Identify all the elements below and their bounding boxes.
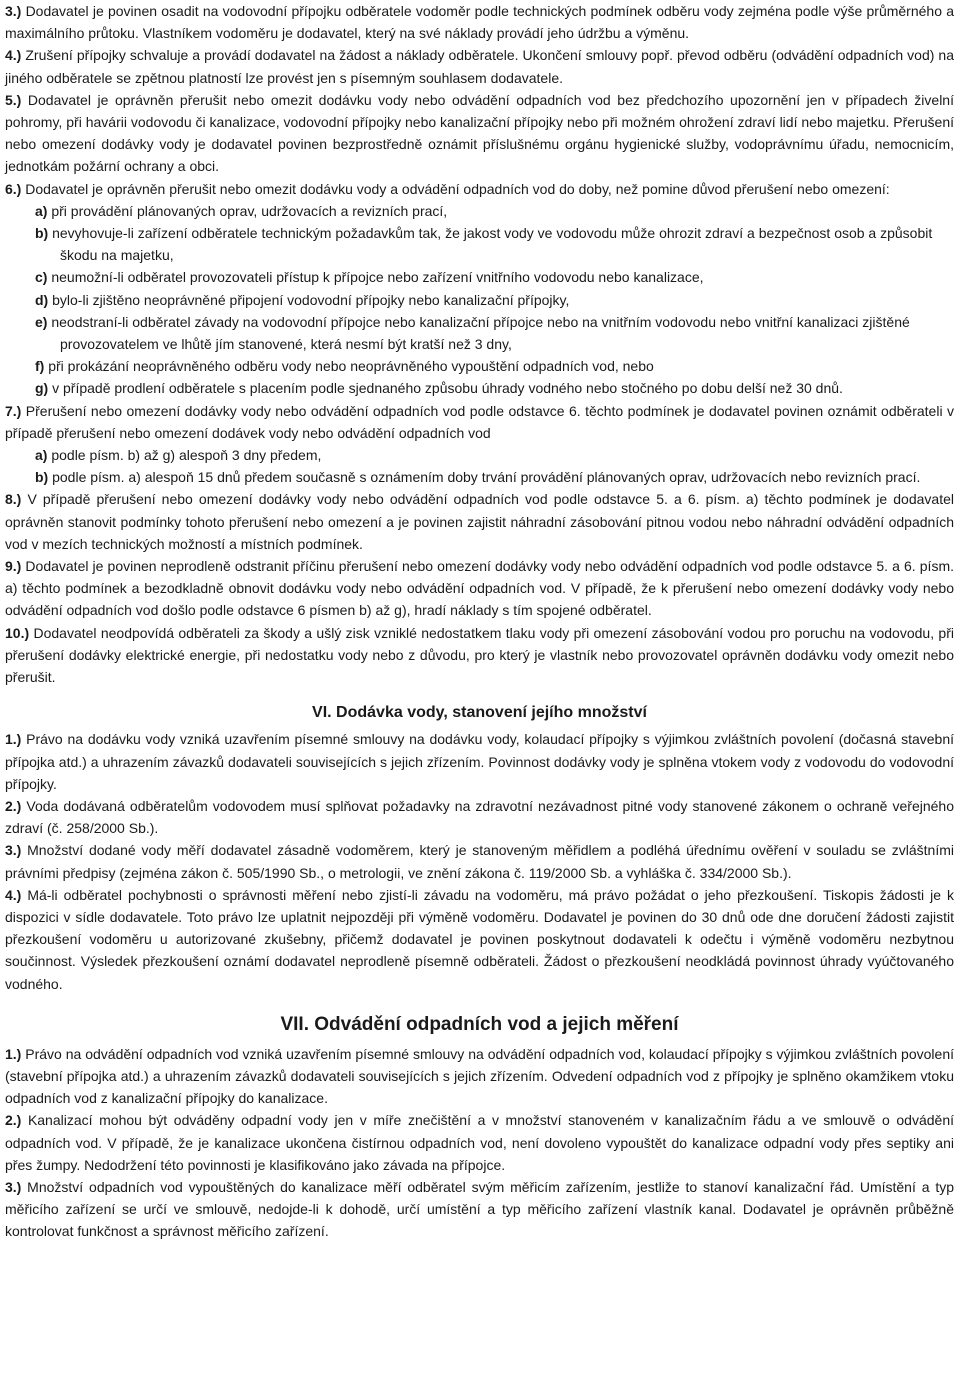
list-item	[5, 222, 954, 266]
list-item-text: bylo-li zjištěno neoprávněné připojení vodovodní přípojky nebo kanalizační přípojky,	[48, 291, 570, 308]
paragraph-text: Přerušení nebo omezení dodávky vody nebo odvádění odpadních vod podle odstavce 6. těchto podmínek je dodavatel povinen oznámit odběrateli v případě přerušení nebo omezení dodávek vody nebo odvádění odpadních vod	[5, 402, 954, 441]
section-vi-paragraph-1	[5, 728, 954, 795]
paragraph-text: Množství odpadních vod vypouštěných do kanalizace měří odběratel svým měřicím zařízením, jestliže to stanoví kanalizační řád. Umístění a typ měřicího zařízení se určí ve smlouvě, nedojde-li k dohodě, určí umístění a typ měřicího zařízení vlastník kanal. Dodavatel je oprávněn průběžně kontrolovat funkčnost a správnost měřicího zařízení.	[5, 1178, 954, 1240]
paragraph-text: Kanalizací mohou být odváděny odpadní vody jen v míře znečištění a v množství stanoveném v kanalizačním řádu a ve smlouvě o odvádění odpadních vod. V případě, že je kanalizace ukončena čistírnou odpadních vod, není dovoleno vypouštět do kanalizace odpadní vody přes septiky ani přes žumpy. Nedodržení této povinnosti je klasifikováno jako závada na přípojce.	[5, 1112, 954, 1173]
paragraph-number: 9.)	[5, 558, 22, 575]
paragraph-number: 8.)	[5, 491, 22, 508]
list-item-label: a)	[35, 447, 48, 464]
paragraph-8	[5, 488, 954, 555]
list-item-text: podle písm. a) alespoň 15 dnů předem současně s oznámením doby trvání provádění plánovaných oprav, udržovacích nebo revizních prací.	[48, 469, 921, 486]
section-vii-paragraph-2	[5, 1109, 954, 1176]
paragraph-number: 3.)	[5, 3, 22, 19]
paragraph-text: Dodavatel je povinen neprodleně odstranit příčinu přerušení nebo omezení dodávky vody nebo odvádění odpadních vod podle odstavce 5. a 6. písm. a) těchto podmínek a bezodkladně obnovit dodávku vody nebo odvádění odpadních vod. V případě, že k přerušení nebo omezení dodávky vody nebo odvádění odpadních vod došlo podle odstavce 6 písmen b) až g), hradí náklady s tím spojené odběratel.	[5, 558, 954, 619]
paragraph-number: 1.)	[5, 1045, 22, 1062]
section-heading-vi: VI. Dodávka vody, stanovení jejího množství	[312, 704, 647, 722]
paragraph-number: 3.)	[5, 842, 22, 859]
paragraph-text: Má-li odběratel pochybnosti o správnosti měření nebo zjistí-li závadu na vodoměru, má právo požádat o jeho přezkoušení. Tiskopis žádosti je k dispozici v sídle dodavatele. Toto právo lze uplatnit nejpozději při výměně vodoměru. Dodavatel je povinen do 30 dnů ode dne doručení žádosti zajistit přezkoušení vodoměru u autorizované zkušebny, přičemž dodavatel je povinen poskytnout dodavateli k odečtu i výměně vodoměru nezbytnou součinnost. Výsledek přezkoušení oznámí dodavatel neprodleně písemně odběrateli. Žádost o přezkoušení neodkládá povinnost úhrady vyúčtovaného vodného.	[5, 886, 954, 992]
list-item-text: při provádění plánovaných oprav, udržovacích a revizních prací,	[47, 202, 448, 219]
paragraph-text: Zrušení přípojky schvaluje a provádí dodavatel na žádost a náklady odběratele. Ukončení smlouvy popř. převod odběru (odvádění odpadních vod) na jiného odběratele se zpětnou platností lze provést jen s písemným souhlasem dodavatele.	[5, 47, 954, 86]
paragraph-number: 3.)	[5, 1178, 22, 1195]
paragraph-5	[5, 89, 954, 178]
paragraph-6	[5, 178, 954, 200]
paragraph-number: 4.)	[5, 886, 22, 903]
list-item-label: a)	[35, 202, 48, 219]
paragraph-number: 6.)	[5, 180, 22, 197]
list-item-label: c)	[35, 269, 48, 286]
list-item	[5, 289, 954, 311]
paragraph-9	[5, 555, 954, 622]
list-item-label: b)	[35, 469, 49, 486]
list-item-text: neumožní-li odběratel provozovateli přístup k přípojce nebo zařízení vnitřního vodovodu nebo kanalizace,	[47, 269, 704, 286]
paragraph-number: 2.)	[5, 797, 22, 814]
list-item-text: nevyhovuje-li zařízení odběratele technickým požadavkům tak, že jakost vody ve vodovodu může ohrozit zdraví a bezpečnost osob a způsobit škodu na majetku,	[48, 225, 933, 264]
paragraph-number: 1.)	[5, 731, 22, 748]
list-item	[5, 266, 954, 288]
paragraph-4	[5, 44, 954, 88]
section-vi-paragraph-4	[5, 884, 954, 995]
section-vi-paragraph-2	[5, 795, 954, 839]
paragraph-number: 10.)	[5, 624, 30, 641]
paragraph-text: Právo na odvádění odpadních vod vzniká uzavřením písemné smlouvy na odvádění odpadních vod, kolaudací přípojky s výjimkou zvláštních povolení (stavební přípojka atd.) a uhrazením závazků dodavateli souvisejících s jejich zřízením. Odvedení odpadních vod z přípojky je splněno okamžikem vtoku odpadních vod z kanalizační přípojky do kanalizace.	[5, 1045, 954, 1107]
paragraph-text: Množství dodané vody měří dodavatel zásadně vodoměrem, který je stanoveným měřidlem a podléhá úřednímu ověření v souladu se zvláštními právními předpisy (zejména zákon č. 505/1990 Sb., o metrologii, ve znění zákona č. 119/2000 Sb. a vyhláška č. 334/2000 Sb.).	[5, 842, 954, 881]
list-item-label: e)	[35, 313, 48, 330]
section-heading-vii: VII. Odvádění odpadních vod a jejich měření	[280, 1013, 679, 1035]
list-item-text: v případě prodlení odběratele s placením podle sjednaného způsobu úhrady vodného nebo stočného po dobu delší než 30 dnů.	[48, 380, 843, 397]
list-item-label: b)	[35, 225, 49, 242]
paragraph-number: 7.)	[5, 402, 22, 419]
list-item-text: při prokázání neoprávněného odběru vody nebo neoprávněného vypouštění odpadních vod, nebo	[44, 358, 654, 375]
list-item	[5, 355, 954, 377]
paragraph-text: Dodavatel je oprávněn přerušit nebo omezit dodávku vody nebo odvádění odpadních vod bez předchozího upozornění jen v případech živelní pohromy, při havárii vodovodu či kanalizace, vodovodní přípojky nebo kanalizační přípojky nebo při možném ohrožení zdraví lidí nebo majetku. Přerušení nebo omezení dodávky vody je dodavatel povinen bezprostředně oznámit příslušnému orgánu hygienické služby, vodoprávnímu úřadu, nemocnicím, jednotkám požární ochrany a obci.	[5, 91, 954, 175]
section-vii-paragraph-3	[5, 1176, 954, 1243]
paragraph-7	[5, 400, 954, 444]
list-item	[5, 377, 954, 399]
paragraph-number: 5.)	[5, 91, 22, 108]
section-vi-paragraph-3	[5, 839, 954, 883]
list-item-label: g)	[35, 380, 49, 397]
list-item-text: neodstraní-li odběratel závady na vodovodní přípojce nebo kanalizační přípojce nebo na vnitřním vodovodu nebo vnitřní kanalizaci zjištěné provozovatelem ve lhůtě jím stanovené, která nesmí být kratší než 3 dny,	[47, 313, 910, 353]
paragraph-10	[5, 622, 954, 689]
paragraph-number: 4.)	[5, 47, 22, 64]
paragraph-text: Dodavatel je oprávněn přerušit nebo omezit dodávku vody a odvádění odpadních vod do doby, než pomine důvod přerušení nebo omezení:	[21, 180, 890, 197]
list-item-text: podle písm. b) až g) alespoň 3 dny předem,	[47, 447, 322, 464]
paragraph-number: 2.)	[5, 1112, 22, 1129]
list-item-label: d)	[35, 291, 49, 308]
list-item	[5, 444, 954, 466]
paragraph-text: Dodavatel neodpovídá odběrateli za škody a ušlý zisk vzniklé nedostatkem tlaku vody při omezení zásobování vodou pro poruchu na vodovodu, při přerušení dodávky elektrické energie, při nedostatku vody nebo z důvodu, pro který je vlastník nebo provozovatel oprávněn dodávku vody omezit nebo přerušit.	[5, 624, 954, 686]
paragraph-text: Dodavatel je povinen osadit na vodovodní přípojku odběratele vodoměr podle technických podmínek odběru vody zejména podle výše průměrného a maximálního průtoku. Vlastníkem vodoměru je dodavatel, který na své náklady provádí jeho údržbu a výměnu.	[5, 3, 954, 42]
list-item	[5, 466, 954, 488]
list-item	[5, 200, 954, 222]
paragraph-text: Voda dodávaná odběratelům vodovodem musí splňovat požadavky na zdravotní nezávadnost pitné vody stanovené zákonem o ochraně veřejného zdraví (č. 258/2000 Sb.).	[5, 797, 954, 837]
list-item-label: f)	[35, 358, 45, 375]
paragraph-text: V případě přerušení nebo omezení dodávky vody nebo odvádění odpadních vod podle odstavce 5. a 6. písm. a) těchto podmínek je dodavatel oprávněn stanovit podmínky tohoto přerušení nebo omezení a je povinen zajistit náhradní zásobování pitnou vodou nebo náhradní odvádění odpadních vod v mezích technických možností a místních podmínek.	[5, 491, 954, 552]
section-vii-paragraph-1	[5, 1043, 954, 1110]
paragraph-3	[5, 0, 954, 44]
list-item	[5, 311, 954, 355]
paragraph-text: Právo na dodávku vody vzniká uzavřením písemné smlouvy na dodávku vody, kolaudací přípojky s výjimkou zvláštních povolení (dočasná stavební přípojka atd.) a uhrazením závazků dodavateli souvisejících s jejich zřízením. Povinnost dodávky vody je splněna vtokem vody z vodovodu do vodovodní přípojky.	[5, 731, 954, 792]
